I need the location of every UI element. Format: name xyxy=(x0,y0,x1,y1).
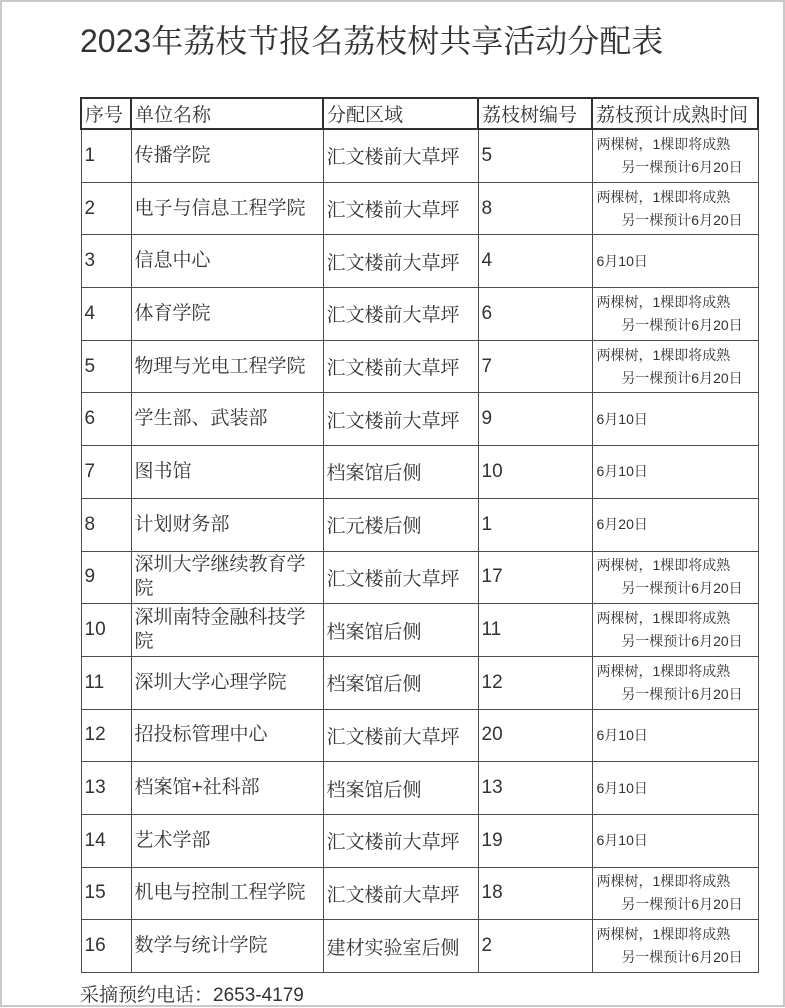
maturity-line-2: 另一棵预计6月20日 xyxy=(621,633,743,650)
cell-tree-number: 10 xyxy=(478,446,592,499)
cell-maturity xyxy=(592,446,758,499)
cell-unit-name: 深圳大学继续教育学院 xyxy=(131,551,323,604)
cell-maturity xyxy=(592,393,758,446)
cell-maturity xyxy=(592,920,758,973)
cell-area: 档案馆后侧 xyxy=(323,762,478,815)
cell-tree-number: 6 xyxy=(478,288,592,341)
cell-maturity xyxy=(592,182,758,235)
maturity-text xyxy=(593,499,758,551)
cell-area: 建材实验室后侧 xyxy=(323,920,478,973)
table-header-row xyxy=(81,98,758,129)
cell-serial-no: 15 xyxy=(81,867,131,920)
cell-tree-number: 11 xyxy=(478,604,592,657)
table-row xyxy=(81,288,758,341)
maturity-line-1: 6月10日 xyxy=(596,410,648,427)
cell-area: 汇文楼前大草坪 xyxy=(323,709,478,762)
header-cell-unit: 单位名称 xyxy=(131,98,323,129)
maturity-line-1: 两棵树，1棵即将成熟 xyxy=(596,188,731,205)
cell-unit-name: 招投标管理中心 xyxy=(131,709,323,762)
cell-maturity xyxy=(592,340,758,393)
cell-unit-name: 深圳大学心理学院 xyxy=(131,656,323,709)
cell-unit-name: 深圳南特金融科技学院 xyxy=(131,604,323,657)
allocation-table xyxy=(80,97,759,973)
cell-tree-number: 1 xyxy=(478,498,592,551)
maturity-line-2: 另一棵预计6月20日 xyxy=(621,158,743,175)
table-row xyxy=(81,446,758,499)
cell-tree-number: 20 xyxy=(478,709,592,762)
cell-area: 汇文楼前大草坪 xyxy=(323,814,478,867)
maturity-text xyxy=(593,130,758,182)
cell-tree-number: 4 xyxy=(478,235,592,288)
cell-maturity xyxy=(592,604,758,657)
maturity-line-1: 6月10日 xyxy=(596,726,648,743)
table-row xyxy=(81,393,758,446)
cell-serial-no: 9 xyxy=(81,551,131,604)
table-row xyxy=(81,129,758,182)
cell-maturity xyxy=(592,709,758,762)
maturity-line-2: 另一棵预计6月20日 xyxy=(621,369,743,386)
table-row xyxy=(81,182,758,235)
maturity-text xyxy=(593,446,758,498)
cell-unit-name: 信息中心 xyxy=(131,235,323,288)
cell-maturity xyxy=(592,814,758,867)
cell-area: 汇文楼前大草坪 xyxy=(323,340,478,393)
table-row xyxy=(81,340,758,393)
maturity-line-1: 两棵树，1棵即将成熟 xyxy=(596,926,731,943)
cell-tree-number: 17 xyxy=(478,551,592,604)
cell-unit-name: 电子与信息工程学院 xyxy=(131,182,323,235)
maturity-line-2: 另一棵预计6月20日 xyxy=(621,580,743,597)
table-row xyxy=(81,656,758,709)
cell-unit-name: 计划财务部 xyxy=(131,498,323,551)
cell-area: 汇元楼后侧 xyxy=(323,498,478,551)
cell-area: 汇文楼前大草坪 xyxy=(323,288,478,341)
cell-maturity xyxy=(592,235,758,288)
cell-maturity xyxy=(592,762,758,815)
cell-maturity xyxy=(592,498,758,551)
table-row xyxy=(81,498,758,551)
cell-serial-no: 10 xyxy=(81,604,131,657)
header-cell-area: 分配区域 xyxy=(323,98,478,129)
maturity-line-1: 两棵树，1棵即将成熟 xyxy=(596,557,731,574)
cell-tree-number: 8 xyxy=(478,182,592,235)
maturity-text xyxy=(593,552,758,604)
cell-unit-name: 物理与光电工程学院 xyxy=(131,340,323,393)
table-body xyxy=(81,129,758,973)
table-row xyxy=(81,604,758,657)
table-row xyxy=(81,867,758,920)
maturity-text xyxy=(593,710,758,762)
cell-area: 汇文楼前大草坪 xyxy=(323,129,478,182)
maturity-line-2: 另一棵预计6月20日 xyxy=(621,685,743,702)
maturity-line-2: 另一棵预计6月20日 xyxy=(621,211,743,228)
cell-tree-number: 7 xyxy=(478,340,592,393)
cell-maturity xyxy=(592,867,758,920)
cell-maturity xyxy=(592,129,758,182)
cell-unit-name: 传播学院 xyxy=(131,129,323,182)
cell-area: 汇文楼前大草坪 xyxy=(323,551,478,604)
maturity-line-2: 另一棵预计6月20日 xyxy=(621,949,743,966)
cell-tree-number: 13 xyxy=(478,762,592,815)
maturity-text xyxy=(593,657,758,709)
cell-area: 汇文楼前大草坪 xyxy=(323,235,478,288)
cell-unit-name: 体育学院 xyxy=(131,288,323,341)
maturity-text xyxy=(593,183,758,235)
cell-area: 汇文楼前大草坪 xyxy=(323,867,478,920)
footer-phone: 采摘预约电话：2653-4179 xyxy=(80,985,304,1006)
maturity-line-1: 两棵树，1棵即将成熟 xyxy=(596,873,731,890)
maturity-text xyxy=(593,762,758,814)
cell-unit-name: 数学与统计学院 xyxy=(131,920,323,973)
cell-tree-number: 12 xyxy=(478,656,592,709)
cell-unit-name: 艺术学部 xyxy=(131,814,323,867)
cell-serial-no: 1 xyxy=(81,129,131,182)
maturity-line-1: 6月10日 xyxy=(596,463,648,480)
maturity-text xyxy=(593,920,758,972)
maturity-line-1: 两棵树，1棵即将成熟 xyxy=(596,135,731,152)
header-cell-tree-no: 荔枝树编号 xyxy=(478,98,592,129)
maturity-line-1: 两棵树，1棵即将成熟 xyxy=(596,610,731,627)
maturity-text xyxy=(593,604,758,656)
cell-tree-number: 5 xyxy=(478,129,592,182)
table-row xyxy=(81,762,758,815)
cell-area: 汇文楼前大草坪 xyxy=(323,182,478,235)
table-row xyxy=(81,920,758,973)
cell-unit-name: 档案馆+社科部 xyxy=(131,762,323,815)
table-row xyxy=(81,709,758,762)
maturity-text xyxy=(593,815,758,867)
maturity-line-2: 另一棵预计6月20日 xyxy=(621,316,743,333)
page-title: 2023年荔枝节报名荔枝树共享活动分配表 xyxy=(80,23,664,59)
cell-tree-number: 18 xyxy=(478,867,592,920)
cell-serial-no: 14 xyxy=(81,814,131,867)
maturity-line-1: 6月10日 xyxy=(596,779,648,796)
cell-serial-no: 4 xyxy=(81,288,131,341)
cell-unit-name: 学生部、武装部 xyxy=(131,393,323,446)
cell-maturity xyxy=(592,288,758,341)
header-cell-no: 序号 xyxy=(81,98,131,129)
maturity-line-1: 两棵树，1棵即将成熟 xyxy=(596,346,731,363)
cell-serial-no: 5 xyxy=(81,340,131,393)
cell-unit-name: 图书馆 xyxy=(131,446,323,499)
maturity-text xyxy=(593,288,758,340)
maturity-text xyxy=(593,235,758,287)
cell-serial-no: 6 xyxy=(81,393,131,446)
cell-tree-number: 19 xyxy=(478,814,592,867)
cell-tree-number: 2 xyxy=(478,920,592,973)
maturity-line-1: 6月10日 xyxy=(596,252,648,269)
header-cell-maturity: 荔枝预计成熟时间 xyxy=(592,98,758,129)
maturity-line-1: 6月20日 xyxy=(596,516,648,533)
cell-serial-no: 7 xyxy=(81,446,131,499)
maturity-text xyxy=(593,868,758,920)
cell-serial-no: 16 xyxy=(81,920,131,973)
maturity-text xyxy=(593,393,758,445)
cell-serial-no: 2 xyxy=(81,182,131,235)
cell-unit-name: 机电与控制工程学院 xyxy=(131,867,323,920)
maturity-line-1: 两棵树，1棵即将成熟 xyxy=(596,662,731,679)
maturity-text xyxy=(593,341,758,393)
table-row xyxy=(81,235,758,288)
cell-serial-no: 8 xyxy=(81,498,131,551)
cell-serial-no: 12 xyxy=(81,709,131,762)
cell-serial-no: 13 xyxy=(81,762,131,815)
cell-serial-no: 3 xyxy=(81,235,131,288)
cell-maturity xyxy=(592,656,758,709)
table-row xyxy=(81,814,758,867)
cell-area: 汇文楼前大草坪 xyxy=(323,393,478,446)
cell-area: 档案馆后侧 xyxy=(323,656,478,709)
table-row xyxy=(81,551,758,604)
cell-maturity xyxy=(592,551,758,604)
cell-area: 档案馆后侧 xyxy=(323,604,478,657)
maturity-line-1: 6月10日 xyxy=(596,832,648,849)
cell-tree-number: 9 xyxy=(478,393,592,446)
maturity-line-1: 两棵树，1棵即将成熟 xyxy=(596,293,731,310)
maturity-line-2: 另一棵预计6月20日 xyxy=(621,896,743,913)
cell-serial-no: 11 xyxy=(81,656,131,709)
cell-area: 档案馆后侧 xyxy=(323,446,478,499)
